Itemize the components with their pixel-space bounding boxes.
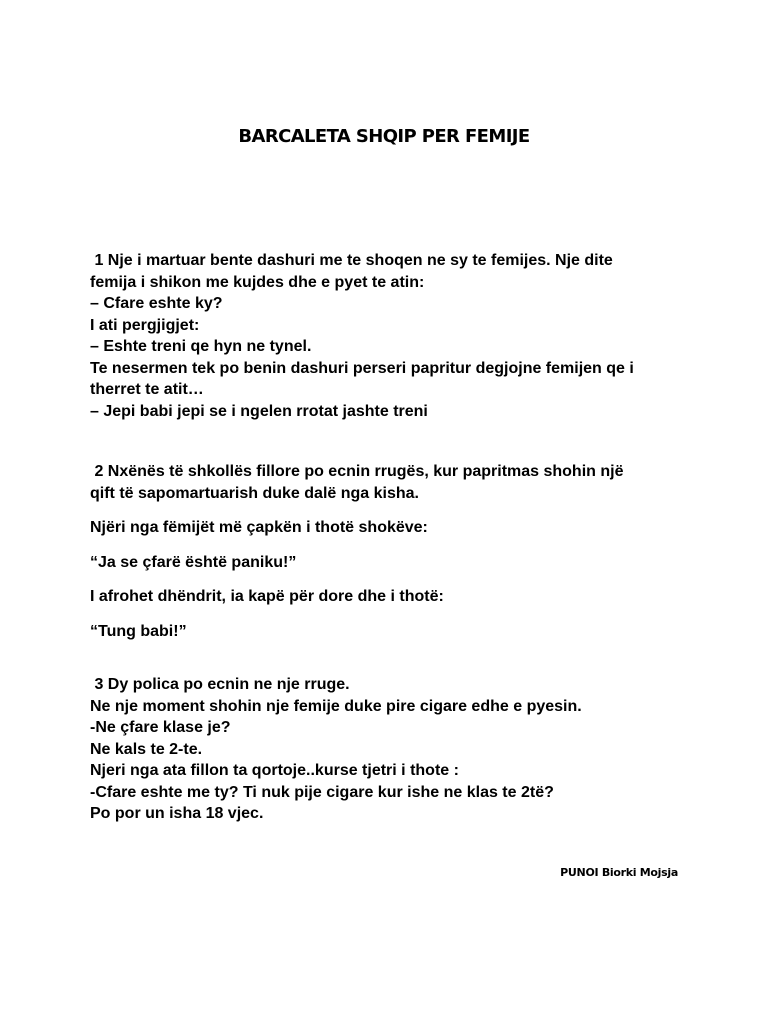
joke-2-paragraph: I afrohet dhëndrit, ia kapë për dore dhe i thotë:	[90, 588, 444, 605]
joke-1-line: femija i shikon me kujdes dhe e pyet te atin:	[90, 273, 425, 291]
joke-1	[90, 250, 690, 422]
document-title: BARCALETA SHQIP PER FEMIJE	[238, 126, 530, 147]
joke-2-line: qift të sapomartuarish duke dalë nga kisha.	[90, 484, 419, 502]
joke-3	[90, 674, 690, 825]
joke-3-line: 3 Dy polica po ecnin ne nje rruge.	[90, 676, 350, 693]
joke-3-line: Njeri nga ata fillon ta qortoje..kurse tjetri i thote :	[90, 762, 459, 779]
joke-3-line: -Cfare eshte me ty? Ti nuk pije cigare kur ishe ne klas te 2të?	[90, 783, 554, 801]
joke-1-line: 1 Nje i martuar bente dashuri me te shoqen ne sy te femijes. Nje dite	[90, 252, 613, 269]
author-signature: PUNOI Biorki Mojsja	[560, 866, 678, 879]
joke-3-line: Po por un isha 18 vjec.	[90, 805, 264, 822]
joke-3-line: Ne nje moment shohin nje femije duke pire cigare edhe e pyesin.	[90, 697, 582, 715]
joke-1-line: therret te atit…	[90, 381, 204, 398]
joke-1-line: – Cfare eshte ky?	[90, 295, 223, 312]
joke-3-line: Ne kals te 2-te.	[90, 740, 203, 758]
joke-2-paragraph: “Tung babi!”	[90, 622, 187, 640]
joke-2-paragraph: Njëri nga fëmijët më çapkën i thotë shokëve:	[90, 519, 428, 536]
joke-2-line: 2 Nxënës të shkollës fillore po ecnin rrugës, kur papritmas shohin një	[90, 463, 624, 480]
joke-2	[90, 461, 690, 642]
joke-1-line: – Eshte treni qe hyn ne tynel.	[90, 338, 312, 355]
joke-2-paragraph: “Ja se çfarë është paniku!”	[90, 553, 297, 571]
joke-3-line: -Ne çfare klase je?	[90, 719, 231, 736]
joke-1-line: – Jepi babi jepi se i ngelen rrotat jashte treni	[90, 402, 428, 420]
joke-1-line: I ati pergjigjet:	[90, 316, 200, 334]
joke-1-line: Te nesermen tek po benin dashuri perseri papritur degjojne femijen qe i	[90, 359, 634, 377]
